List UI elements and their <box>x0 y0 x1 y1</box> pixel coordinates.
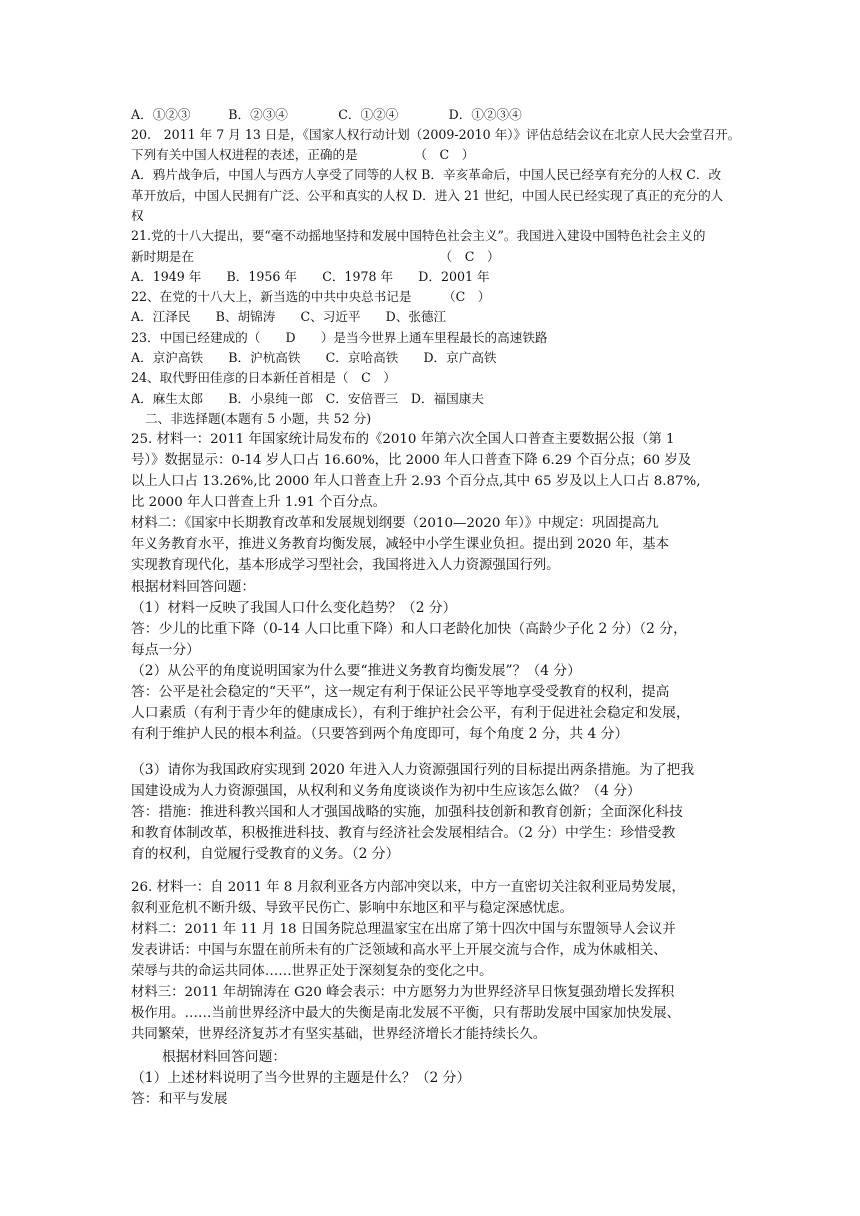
text-line: 22、在党的十八大上，新当选的中共中央总书记是 （C ） <box>131 289 491 304</box>
text-line: 答：和平与发展 <box>131 1091 228 1107</box>
text-line: （1）材料一反映了我国人口什么变化趋势？（2 分） <box>131 600 457 616</box>
text-line: A．麻生太郎 B．小泉纯一郎 C．安倍晋三 D．福国康夫 <box>131 391 484 406</box>
text-line: 育的权利，自觉履行受教育的义务。（2 分） <box>131 846 400 862</box>
text-line: 根据材料回答问题： <box>131 579 256 595</box>
text-line: 每点一分） <box>131 642 200 658</box>
text-line: 材料三：2011 年胡锦涛在 G20 峰会表示：中方愿努力为世界经济早日恢复强劲增长发挥积 <box>131 985 675 1000</box>
text-line: 以上人口占 13.26%,比 2000 年人口普查上升 2.93 个百分点,其中 65 岁及以上人口占 8.87%, <box>131 474 701 489</box>
text-line: 答：公平是社会稳定的“天平”，这一规定有利于保证公民平等地享受受教育的权利，提高 <box>131 684 670 700</box>
text-line: A．京沪高铁 B．沪杭高铁 C．京哈高铁 D．京广高铁 <box>131 350 497 365</box>
text-line: 材料二：《国家中长期教育改革和发展规划纲要（2010—2020 年）》中规定：巩固提高九 <box>131 516 659 531</box>
text-line: A．鸦片战争后，中国人与西方人享受了同等的人权 B．辛亥革命后，中国人民已经享有充分的人权 C．改 <box>131 167 722 182</box>
text-line: 发表讲话：中国与东盟在前所未有的广泛领域和高水平上开展交流与合作，成为休戚相关、 <box>131 943 667 958</box>
text-line: 革开放后，中国人民拥有广泛、公平和真实的人权 D．进入 21 世纪，中国人民已经实现了真正的充分的人 <box>131 188 724 203</box>
text-line: 新时期是在 （ C ） <box>131 249 500 264</box>
text-line: 23．中国已经建成的（ D ）是当今世界上通车里程最长的高速铁路 <box>131 330 548 345</box>
text-line: 号）》数据显示：0-14 岁人口占 16.60%，比 2000 年人口普查下降 6.29 个百分点；60 岁及 <box>131 453 692 468</box>
text-line: 荣辱与共的命运共同体……世界正处于深刻复杂的变化之中。 <box>131 964 493 979</box>
text-line: 20. 2011 年 7 月 13 日是，《国家人权行动计划（2009-2010 年）》评估总结会议在北京人民大会堂召开。 <box>131 127 741 142</box>
text-line: A．江泽民 B、胡锦涛 C、习近平 D、张德江 <box>131 309 447 324</box>
text-line: 答：少儿的比重下降（0-14 人口比重下降）和人口老龄化加快（高龄少子化 2 分）（2 分， <box>131 621 687 637</box>
text-line: 实现教育现代化，基本形成学习型社会，我国将进入人力资源强国行列。 <box>131 558 560 573</box>
text-line: 和教育体制改革，积极推进科技、教育与经济社会发展相结合。（2 分）中学生：珍惜受教 <box>131 825 676 841</box>
text-line: 26. 材料一：自 2011 年 8 月叙利亚各方内部冲突以来，中方一直密切关注叙利亚局势发展， <box>131 880 685 895</box>
text-line: A．①②③ B．②③④ C．①②④ D．①②③④ <box>131 107 522 122</box>
text-line: 24、取代野田佳彦的日本新任首相是（ C ） <box>131 370 396 385</box>
text-line: （1）上述材料说明了当今世界的主题是什么？（2 分） <box>131 1070 471 1086</box>
text-line: 极作用。……当前世界经济中最大的失衡是南北发展不平衡，只有帮助发展中国家加快发展、 <box>131 1006 681 1021</box>
text-line: 根据材料回答问题： <box>162 1049 287 1065</box>
text-line: 共同繁荣，世界经济复苏才有坚实基础，世界经济增长才能持续长久。 <box>131 1027 547 1042</box>
text-line: 25. 材料一：2011 年国家统计局发布的《2010 年第六次全国人口普查主要数据公报（第 1 <box>131 432 675 447</box>
text-line: 21.党的十八大提出，要“毫不动摇地坚持和发展中国特色社会主义”。我国进入建设中国特色社会主义的 <box>131 228 706 243</box>
text-line: 年义务教育水平，推进义务教育均衡发展，减轻中小学生课业负担。提出到 2020 年，基本 <box>131 537 670 552</box>
text-line: 国建设成为人力资源强国，从权利和义务角度谈谈作为初中生应该怎么做？（4 分） <box>131 783 641 799</box>
text-line: 有利于维护人民的根本利益。（只要答到两个角度即可，每个角度 2 分，共 4 分） <box>131 726 629 742</box>
text-line: 比 2000 年人口普查上升 1.91 个百分点。 <box>131 495 386 510</box>
text-line: 材料二：2011 年 11 月 18 日国务院总理温家宝在出席了第十四次中国与东盟领导人会议并 <box>131 922 676 937</box>
text-line: 人口素质（有利于青少年的健康成长），有利于维护社会公平，有利于促进社会稳定和发展， <box>131 705 690 721</box>
text-line: 二、非选择题(本题有 5 小题，共 52 分) <box>145 411 372 426</box>
text-line: （3）请你为我国政府实现到 2020 年进入人力资源强国行列的目标提出两条措施。为了把我 <box>131 762 695 778</box>
text-line: （2）从公平的角度说明国家为什么要“推进义务教育均衡发展”？（4 分） <box>131 663 581 679</box>
text-line: 下列有关中国人权进程的表述，正确的是 （ C ） <box>131 147 475 162</box>
text-line: A．1949 年 B．1956 年 C．1978 年 D．2001 年 <box>131 269 490 284</box>
text-line: 权 <box>131 208 144 223</box>
text-line: 叙利亚危机不断升级、导致平民伤亡、影响中东地区和平与稳定深感忧虑。 <box>131 901 573 916</box>
text-line: 答：措施：推进科教兴国和人才强国战略的实施，加强科技创新和教育创新；全面深化科技 <box>131 804 683 820</box>
